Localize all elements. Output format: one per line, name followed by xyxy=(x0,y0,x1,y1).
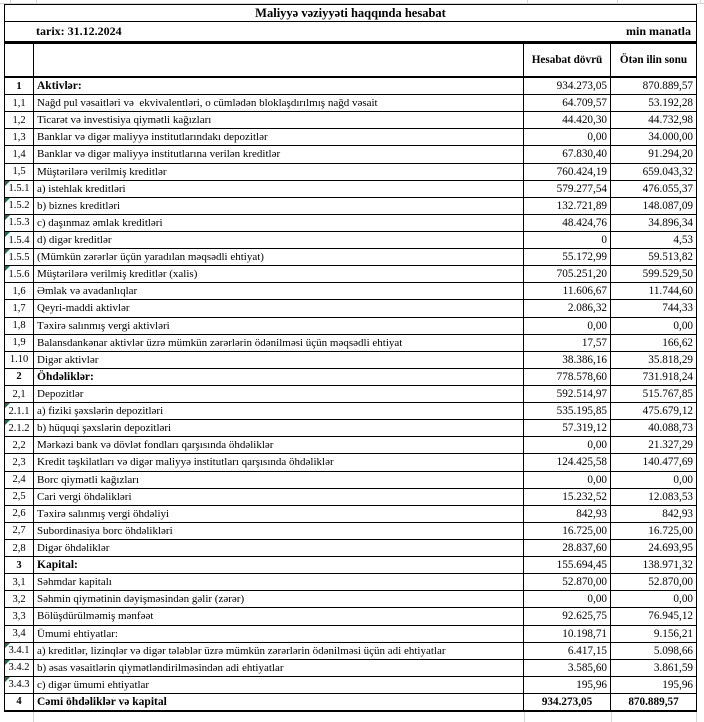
row-label: Ticarət və investisiya qiymətli kağızları xyxy=(34,112,524,128)
row-number: 1,9 xyxy=(12,337,26,349)
row-value-current: 934.273,05 xyxy=(524,694,611,710)
row-value-current: 64.709,57 xyxy=(524,95,611,111)
row-number: 2,2 xyxy=(12,439,26,451)
row-label: Müştərilərə verilmiş kreditlər (xalis) xyxy=(34,266,524,282)
row-value-current: 535.195,85 xyxy=(524,403,611,419)
row-value-current: 579.277,54 xyxy=(524,181,611,197)
row-value-current: 11.606,67 xyxy=(524,283,611,299)
row-value-current: 592.514,97 xyxy=(524,386,611,402)
table-row xyxy=(5,660,696,677)
row-number-cell xyxy=(5,591,34,607)
row-number: 2,1 xyxy=(12,388,26,400)
row-label: Depozitlər xyxy=(34,386,524,402)
row-value-current: 15.232,52 xyxy=(524,489,611,505)
row-label: a) kreditlər, lizinqlər və digər tələblər üzrə mümkün zərərlərin ödənilməsi üçün adi ehtiyatlar xyxy=(34,643,524,659)
report-meta-row xyxy=(4,22,697,42)
row-value-current: 195,96 xyxy=(524,677,611,693)
row-label: a) fiziki şəxslərin depozitləri xyxy=(34,403,524,419)
row-value-previous: 35.818,29 xyxy=(648,353,693,366)
table-row xyxy=(5,129,696,146)
row-number-cell xyxy=(5,557,34,573)
table-row xyxy=(5,626,696,643)
row-label: Ümumi ehtiyatlar: xyxy=(34,626,524,642)
table-row xyxy=(5,164,696,181)
row-value-previous: 4,53 xyxy=(673,234,693,247)
row-value-previous: 731.918,24 xyxy=(642,370,693,383)
header-previous-period: Ötən ilin sonu xyxy=(619,54,688,66)
row-number-cell xyxy=(5,181,34,197)
row-label: Təxirə salınmış vergi aktivləri xyxy=(34,318,524,334)
row-number-cell xyxy=(5,112,34,128)
table-row xyxy=(5,540,696,557)
row-number: 2,7 xyxy=(12,525,26,537)
row-number: 3,3 xyxy=(12,610,26,622)
row-label: Banklar və digər maliyyə institutlarındakı depozitlər xyxy=(34,129,524,145)
row-value-previous: 0,00 xyxy=(673,473,693,486)
table-row xyxy=(5,78,696,95)
row-number-cell xyxy=(5,643,34,659)
row-value-previous: 16.725,00 xyxy=(648,524,693,537)
row-number-cell xyxy=(5,335,34,351)
row-number: 1.5.3 xyxy=(8,217,30,229)
row-value-previous: 11.744,60 xyxy=(648,285,693,298)
row-value-previous: 59.513,82 xyxy=(648,251,693,264)
table-row xyxy=(5,506,696,523)
row-label: (Mümkün zərərlər üçün yaradılan məqsədli ehtiyat) xyxy=(34,249,524,265)
row-label: Kapital: xyxy=(34,557,524,573)
row-number: 4 xyxy=(16,696,22,708)
row-value-previous: 475.679,12 xyxy=(642,405,693,418)
row-number: 1,4 xyxy=(12,148,26,160)
row-number-cell xyxy=(5,386,34,402)
row-number: 2.1.2 xyxy=(8,422,30,434)
row-number-cell xyxy=(5,369,34,385)
row-label: Subordinasiya borc öhdəlikləri xyxy=(34,523,524,539)
row-value-previous: 0,00 xyxy=(673,593,693,606)
row-number-cell xyxy=(5,523,34,539)
gridline xyxy=(611,712,612,722)
row-label: Qeyri-maddi aktivlər xyxy=(34,300,524,316)
table-row xyxy=(5,420,696,437)
row-value-current: 132.721,89 xyxy=(524,198,611,214)
row-label: Kredit təşkilatları və digər maliyyə institutları qarşısında öhdəliklər xyxy=(34,454,524,470)
row-number-cell xyxy=(5,215,34,231)
row-label: Digər öhdəliklər xyxy=(34,540,524,556)
row-number: 1.10 xyxy=(9,354,29,366)
row-number-cell xyxy=(5,352,34,368)
row-number-cell xyxy=(5,232,34,248)
row-number: 1,1 xyxy=(12,97,26,109)
row-value-previous: 870.889,57 xyxy=(642,80,693,93)
row-number-cell xyxy=(5,660,34,676)
error-indicator-icon xyxy=(5,403,10,408)
header-current-period: Hesabat dövrü xyxy=(524,44,611,76)
table-row xyxy=(5,283,696,300)
row-label: Digər aktivlər xyxy=(34,352,524,368)
row-label: Əmlak və avadanlıqlar xyxy=(34,283,524,299)
row-number-cell xyxy=(5,78,34,94)
row-value-current: 934.273,05 xyxy=(524,78,611,94)
row-value-current: 2.086,32 xyxy=(524,300,611,316)
row-value-previous: 140.477,69 xyxy=(642,456,693,469)
table-row xyxy=(5,608,696,625)
row-number: 3,2 xyxy=(12,593,26,605)
table-row xyxy=(5,523,696,540)
row-label: d) digər kreditlər xyxy=(34,232,524,248)
row-value-current: 842,93 xyxy=(524,506,611,522)
row-value-current: 16.725,00 xyxy=(524,523,611,539)
row-number-cell xyxy=(5,283,34,299)
row-value-previous: 40.088,73 xyxy=(648,422,693,435)
row-number: 1.5.5 xyxy=(8,251,30,263)
row-value-current: 92.625,75 xyxy=(524,608,611,624)
gridline xyxy=(700,0,701,4)
row-value-previous: 842,93 xyxy=(662,507,693,520)
row-value-previous: 138.971,32 xyxy=(642,559,693,572)
table-row xyxy=(5,437,696,454)
row-number: 1.5.4 xyxy=(8,234,30,246)
row-value-current: 155.694,45 xyxy=(524,557,611,573)
row-value-current: 38.386,16 xyxy=(524,352,611,368)
row-number: 2 xyxy=(16,371,22,383)
table-row xyxy=(5,112,696,129)
row-number: 3.4.1 xyxy=(8,645,30,657)
gridline xyxy=(33,712,34,722)
row-label: Öhdəliklər: xyxy=(34,369,524,385)
row-label: b) hüquqi şəxslərin depozitləri xyxy=(34,420,524,436)
row-number: 2,4 xyxy=(12,474,26,486)
row-value-current: 778.578,60 xyxy=(524,369,611,385)
row-value-previous: 599.529,50 xyxy=(642,268,693,281)
table-row xyxy=(5,232,696,249)
report-unit: min manatla xyxy=(625,24,691,38)
row-number-cell xyxy=(5,608,34,624)
table-row xyxy=(5,677,696,694)
row-value-previous: 195,96 xyxy=(662,678,693,691)
row-value-previous: 21.327,29 xyxy=(648,439,693,452)
report-date: tarix: 31.12.2024 xyxy=(36,24,122,38)
table-row xyxy=(5,489,696,506)
row-label: Müştərilərə verilmiş kreditlər xyxy=(34,164,524,180)
report-title-text: Maliyyə vəziyyəti haqqında hesabat xyxy=(255,5,446,20)
row-number: 2,5 xyxy=(12,491,26,503)
error-indicator-icon xyxy=(5,420,10,425)
row-number-cell xyxy=(5,420,34,436)
row-number-cell xyxy=(5,95,34,111)
row-number: 3,4 xyxy=(12,628,26,640)
table-row xyxy=(5,694,696,710)
table-row xyxy=(5,472,696,489)
row-number: 1,3 xyxy=(12,131,26,143)
error-indicator-icon xyxy=(5,215,10,220)
row-value-previous: 166,62 xyxy=(662,336,693,349)
row-value-previous: 76.945,12 xyxy=(648,610,693,623)
table-row xyxy=(5,454,696,471)
row-value-current: 55.172,99 xyxy=(524,249,611,265)
row-number: 3 xyxy=(16,559,22,571)
table-row xyxy=(5,591,696,608)
row-value-current: 705.251,20 xyxy=(524,266,611,282)
table-row xyxy=(5,352,696,369)
row-number: 1,5 xyxy=(12,166,26,178)
row-number: 1,6 xyxy=(12,285,26,297)
table-row xyxy=(5,181,696,198)
table-row xyxy=(5,557,696,574)
row-number-cell xyxy=(5,164,34,180)
row-value-previous: 53.192,28 xyxy=(648,97,693,110)
gridline xyxy=(696,712,697,722)
table-row xyxy=(5,146,696,163)
row-value-previous: 5.098,66 xyxy=(653,644,693,657)
row-number-cell xyxy=(5,677,34,693)
row-value-current: 28.837,60 xyxy=(524,540,611,556)
row-label: Səhmdar kapitalı xyxy=(34,574,524,590)
row-value-previous: 34.896,34 xyxy=(648,216,693,229)
table-header-row xyxy=(4,42,697,78)
row-value-current: 0,00 xyxy=(524,129,611,145)
row-value-previous: 515.767,85 xyxy=(642,388,693,401)
table-row xyxy=(5,386,696,403)
row-label: Nağd pul vəsaitləri və ekvivalentləri, o cümlədən bloklaşdırılmış nağd vəsait xyxy=(34,95,524,111)
row-value-current: 57.319,12 xyxy=(524,420,611,436)
row-value-previous: 12.083,53 xyxy=(648,490,693,503)
row-value-previous: 24.693,95 xyxy=(648,542,693,554)
financial-report-table xyxy=(4,4,697,712)
row-value-previous: 9.156,21 xyxy=(653,627,693,640)
row-number-cell xyxy=(5,472,34,488)
row-value-previous: 744,33 xyxy=(662,302,693,315)
row-value-current: 124.425,58 xyxy=(524,454,611,470)
error-indicator-icon xyxy=(5,232,10,237)
row-value-previous: 3.861,59 xyxy=(653,661,693,674)
row-number-cell xyxy=(5,489,34,505)
row-value-current: 3.585,60 xyxy=(524,660,611,676)
error-indicator-icon xyxy=(5,249,10,254)
row-number-cell xyxy=(5,266,34,282)
table-row xyxy=(5,643,696,660)
error-indicator-icon xyxy=(5,198,10,203)
row-label: Banklar və digər maliyyə institutlarına verilən kreditlər xyxy=(34,146,524,162)
row-label: Cəmi öhdəliklər və kapital xyxy=(34,694,524,710)
error-indicator-icon xyxy=(5,266,10,271)
row-number-cell xyxy=(5,506,34,522)
row-number-cell xyxy=(5,249,34,265)
row-number: 2,8 xyxy=(12,542,26,554)
gridline xyxy=(524,712,525,722)
row-number: 2,3 xyxy=(12,456,26,468)
row-value-current: 44.420,30 xyxy=(524,112,611,128)
row-number: 3,1 xyxy=(12,576,26,588)
row-number: 1.5.2 xyxy=(8,200,30,212)
table-body xyxy=(4,78,697,712)
row-number-cell xyxy=(5,129,34,145)
row-label: c) daşınmaz əmlak kreditləri xyxy=(34,215,524,231)
table-row xyxy=(5,266,696,283)
header-number-cell xyxy=(5,44,34,76)
row-number: 1,2 xyxy=(12,114,26,126)
row-label: a) istehlak kreditləri xyxy=(34,181,524,197)
row-number-cell xyxy=(5,300,34,316)
row-number: 2,6 xyxy=(12,508,26,520)
row-label: Bölüşdürülməmiş mənfəət xyxy=(34,608,524,624)
row-value-current: 760.424,19 xyxy=(524,164,611,180)
row-label: Aktivlər: xyxy=(34,78,524,94)
row-number-cell xyxy=(5,540,34,556)
table-row xyxy=(5,198,696,215)
table-row xyxy=(5,300,696,317)
row-label: b) biznes kreditləri xyxy=(34,198,524,214)
row-label: Səhmin qiymətinin dəyişməsindən gəlir (zərər) xyxy=(34,591,524,607)
row-value-previous: 91.294,20 xyxy=(648,148,693,161)
row-value-current: 0,00 xyxy=(524,472,611,488)
header-label-cell xyxy=(34,44,524,76)
row-value-previous: 34.000,00 xyxy=(648,131,693,144)
row-value-previous: 52.870,00 xyxy=(648,576,693,589)
table-row xyxy=(5,215,696,232)
table-row xyxy=(5,403,696,420)
row-number-cell xyxy=(5,146,34,162)
row-number: 2.1.1 xyxy=(8,405,30,417)
row-number: 1 xyxy=(16,80,22,92)
row-label: b) əsas vəsaitlərin qiymətləndirilməsindən adi ehtiyatlar xyxy=(34,660,524,676)
row-number: 1.5.6 xyxy=(8,268,30,280)
row-value-previous: 476.055,37 xyxy=(642,182,693,195)
row-number-cell xyxy=(5,454,34,470)
row-label: Mərkəzi bank və dövlət fondları qarşısında öhdəliklər xyxy=(34,437,524,453)
row-value-current: 48.424,76 xyxy=(524,215,611,231)
table-row xyxy=(5,369,696,386)
row-value-previous: 0,00 xyxy=(673,319,693,332)
table-row xyxy=(5,574,696,591)
row-label: Cari vergi öhdəlikləri xyxy=(34,489,524,505)
row-number-cell xyxy=(5,574,34,590)
table-row xyxy=(5,95,696,112)
row-number-cell xyxy=(5,198,34,214)
row-value-previous: 44.732,98 xyxy=(648,114,693,127)
error-indicator-icon xyxy=(5,677,10,682)
table-row xyxy=(5,318,696,335)
row-number: 1.5.1 xyxy=(8,183,30,195)
row-number: 3.4.3 xyxy=(8,679,30,691)
row-number-cell xyxy=(5,318,34,334)
row-value-current: 67.830,40 xyxy=(524,146,611,162)
row-label: Təxirə salınmış vergi öhdəliyi xyxy=(34,506,524,522)
row-value-current: 6.417,15 xyxy=(524,643,611,659)
row-value-current: 0,00 xyxy=(524,591,611,607)
row-value-current: 0,00 xyxy=(524,437,611,453)
error-indicator-icon xyxy=(5,660,10,665)
row-value-previous: 870.889,57 xyxy=(628,695,679,708)
row-value-current: 17,57 xyxy=(524,335,611,351)
row-value-current: 10.198,71 xyxy=(524,626,611,642)
row-value-current: 52.870,00 xyxy=(524,574,611,590)
row-number-cell xyxy=(5,694,34,710)
row-number: 1,7 xyxy=(12,302,26,314)
row-number: 3.4.2 xyxy=(8,662,30,674)
table-row xyxy=(5,249,696,266)
row-value-previous: 659.043,32 xyxy=(642,165,693,178)
row-number-cell xyxy=(5,437,34,453)
row-label: Borc qiymətli kağızları xyxy=(34,472,524,488)
error-indicator-icon xyxy=(5,181,10,186)
table-row xyxy=(5,335,696,352)
row-number-cell xyxy=(5,403,34,419)
row-number: 1,8 xyxy=(12,320,26,332)
row-value-current: 0,00 xyxy=(524,318,611,334)
row-value-previous: 148.087,09 xyxy=(642,199,693,212)
report-title xyxy=(4,4,697,22)
row-number-cell xyxy=(5,626,34,642)
row-label: Balansdankənar aktivlər üzrə mümkün zərərlərin ödənilməsi üçün məqsədli ehtiyat xyxy=(34,335,524,351)
row-label: c) digər ümumi ehtiyatlar xyxy=(34,677,524,693)
row-value-current: 0 xyxy=(524,232,611,248)
error-indicator-icon xyxy=(5,643,10,648)
